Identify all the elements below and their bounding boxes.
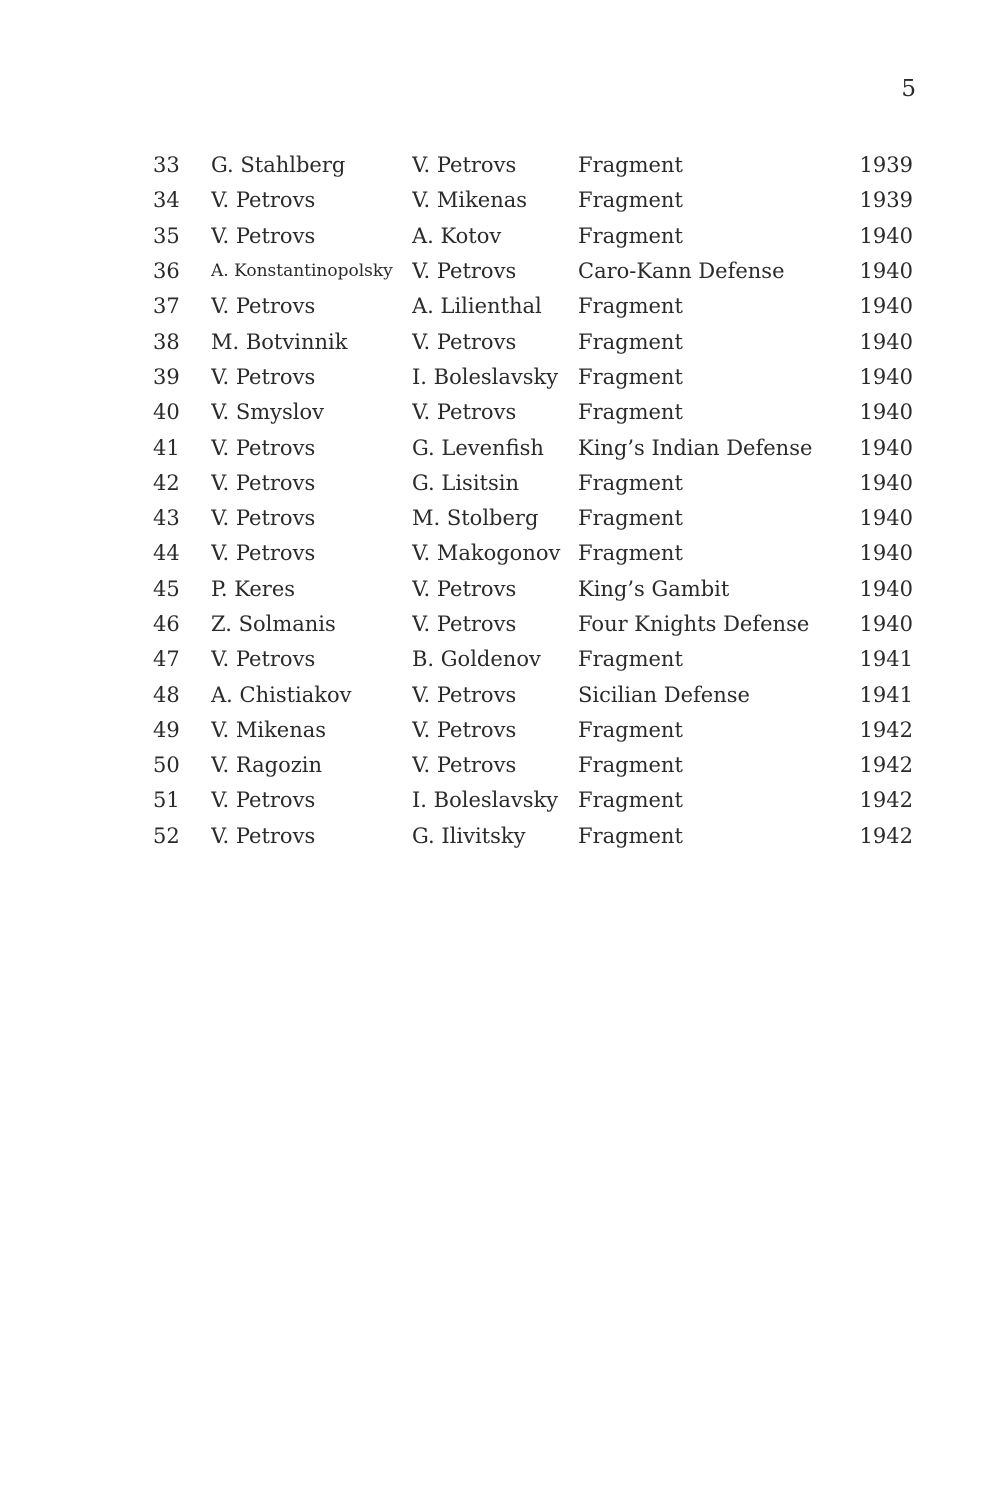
table-row	[148, 289, 923, 324]
white-player: V. Petrovs	[211, 223, 316, 248]
table-row	[148, 395, 923, 430]
opening: King’s Indian Defense	[578, 435, 813, 460]
table-row	[148, 783, 923, 818]
games-table-body	[148, 148, 923, 854]
black-player: V. Petrovs	[412, 682, 517, 707]
game-number: 51	[153, 788, 180, 813]
opening: Fragment	[578, 294, 683, 319]
table-row	[148, 148, 923, 183]
white-player: V. Petrovs	[211, 788, 316, 813]
white-player: V. Petrovs	[211, 364, 316, 389]
table-row	[148, 254, 923, 289]
game-number: 41	[153, 435, 180, 460]
game-number: 45	[153, 576, 180, 601]
year: 1940	[859, 294, 913, 319]
year: 1940	[859, 259, 913, 284]
opening: Fragment	[578, 647, 683, 672]
black-player: I. Boleslavsky	[412, 364, 559, 389]
black-player: A. Kotov	[412, 223, 502, 248]
white-player: V. Smyslov	[211, 400, 325, 425]
year: 1940	[859, 364, 913, 389]
year: 1942	[859, 788, 913, 813]
black-player: V. Mikenas	[412, 188, 528, 213]
black-player: V. Petrovs	[412, 753, 517, 778]
game-number: 39	[153, 364, 180, 389]
black-player: V. Petrovs	[412, 717, 517, 742]
game-number: 44	[153, 541, 180, 566]
game-number: 42	[153, 470, 180, 495]
white-player: V. Petrovs	[211, 294, 316, 319]
table-row	[148, 607, 923, 642]
white-player: V. Petrovs	[211, 435, 316, 460]
year: 1939	[859, 153, 913, 178]
black-player: M. Stolberg	[412, 506, 539, 531]
white-player: M. Botvinnik	[211, 329, 348, 354]
white-player: P. Keres	[211, 576, 296, 601]
game-number: 52	[153, 823, 180, 848]
opening: Fragment	[578, 329, 683, 354]
white-player: Z. Solmanis	[211, 612, 336, 636]
table-row	[148, 219, 923, 254]
table-row	[148, 501, 923, 536]
game-number: 47	[153, 647, 180, 672]
year: 1942	[859, 753, 913, 778]
table-row	[148, 572, 923, 607]
table-row	[148, 748, 923, 783]
white-player: A. Chistiakov	[211, 682, 352, 707]
year: 1939	[859, 188, 913, 213]
opening: Fragment	[578, 823, 683, 848]
table-row	[148, 430, 923, 465]
opening: Sicilian Defense	[578, 682, 750, 707]
opening: Fragment	[578, 364, 683, 389]
opening: Fragment	[578, 717, 683, 742]
white-player: V. Ragozin	[211, 753, 323, 778]
white-player: V. Petrovs	[211, 541, 316, 566]
year: 1940	[859, 223, 913, 248]
opening: Fragment	[578, 506, 683, 531]
opening: Fragment	[578, 400, 683, 425]
year: 1940	[859, 576, 913, 601]
year: 1941	[859, 682, 913, 707]
year: 1940	[859, 435, 913, 460]
black-player: V. Petrovs	[412, 153, 517, 178]
white-player: V. Mikenas	[211, 717, 327, 742]
black-player: G. Lisitsin	[412, 470, 519, 495]
year: 1940	[859, 541, 913, 566]
page-number: 5	[901, 76, 916, 102]
table-row	[148, 819, 923, 854]
opening: Caro-Kann Defense	[578, 259, 785, 284]
game-number: 37	[153, 294, 180, 319]
black-player: A. Lilienthal	[412, 294, 542, 319]
opening: Fragment	[578, 788, 683, 813]
white-player: V. Petrovs	[211, 188, 316, 213]
year: 1940	[859, 506, 913, 531]
game-number: 49	[153, 717, 180, 742]
game-number: 46	[153, 612, 180, 636]
opening: Fragment	[578, 223, 683, 248]
game-number: 35	[153, 223, 180, 248]
white-player: A. Konstantinopolsky	[211, 261, 393, 282]
opening: Four Knights Defense	[578, 612, 810, 636]
opening: King’s Gambit	[578, 576, 730, 601]
year: 1941	[859, 647, 913, 672]
opening: Fragment	[578, 188, 683, 213]
table-row	[148, 677, 923, 712]
table-row	[148, 183, 923, 218]
table-row	[148, 642, 923, 677]
table-row	[148, 360, 923, 395]
games-table	[148, 148, 923, 854]
table-row	[148, 324, 923, 359]
table-row	[148, 713, 923, 748]
year: 1942	[859, 717, 913, 742]
black-player: G. Levenfish	[412, 435, 544, 460]
game-number: 34	[153, 188, 180, 213]
table-row	[148, 536, 923, 571]
opening: Fragment	[578, 753, 683, 778]
black-player: B. Goldenov	[412, 647, 541, 672]
game-number: 48	[153, 682, 180, 707]
opening: Fragment	[578, 541, 683, 566]
black-player: V. Makogonov	[412, 541, 561, 566]
black-player: V. Petrovs	[412, 576, 517, 601]
black-player: I. Boleslavsky	[412, 788, 559, 813]
black-player: V. Petrovs	[412, 400, 517, 425]
white-player: V. Petrovs	[211, 470, 316, 495]
year: 1940	[859, 612, 913, 636]
game-number: 50	[153, 753, 180, 778]
black-player: G. Ilivitsky	[412, 823, 526, 848]
white-player: G. Stahlberg	[211, 153, 346, 178]
opening: Fragment	[578, 470, 683, 495]
year: 1942	[859, 823, 913, 848]
game-number: 43	[153, 506, 180, 531]
game-number: 33	[153, 153, 180, 178]
white-player: V. Petrovs	[211, 823, 316, 848]
white-player: V. Petrovs	[211, 647, 316, 672]
game-number: 40	[153, 400, 180, 425]
table-row	[148, 466, 923, 501]
black-player: V. Petrovs	[412, 612, 517, 636]
white-player: V. Petrovs	[211, 506, 316, 531]
game-number: 36	[153, 259, 180, 284]
year: 1940	[859, 329, 913, 354]
black-player: V. Petrovs	[412, 259, 517, 284]
year: 1940	[859, 470, 913, 495]
year: 1940	[859, 400, 913, 425]
opening: Fragment	[578, 153, 683, 178]
game-number: 38	[153, 329, 180, 354]
black-player: V. Petrovs	[412, 329, 517, 354]
